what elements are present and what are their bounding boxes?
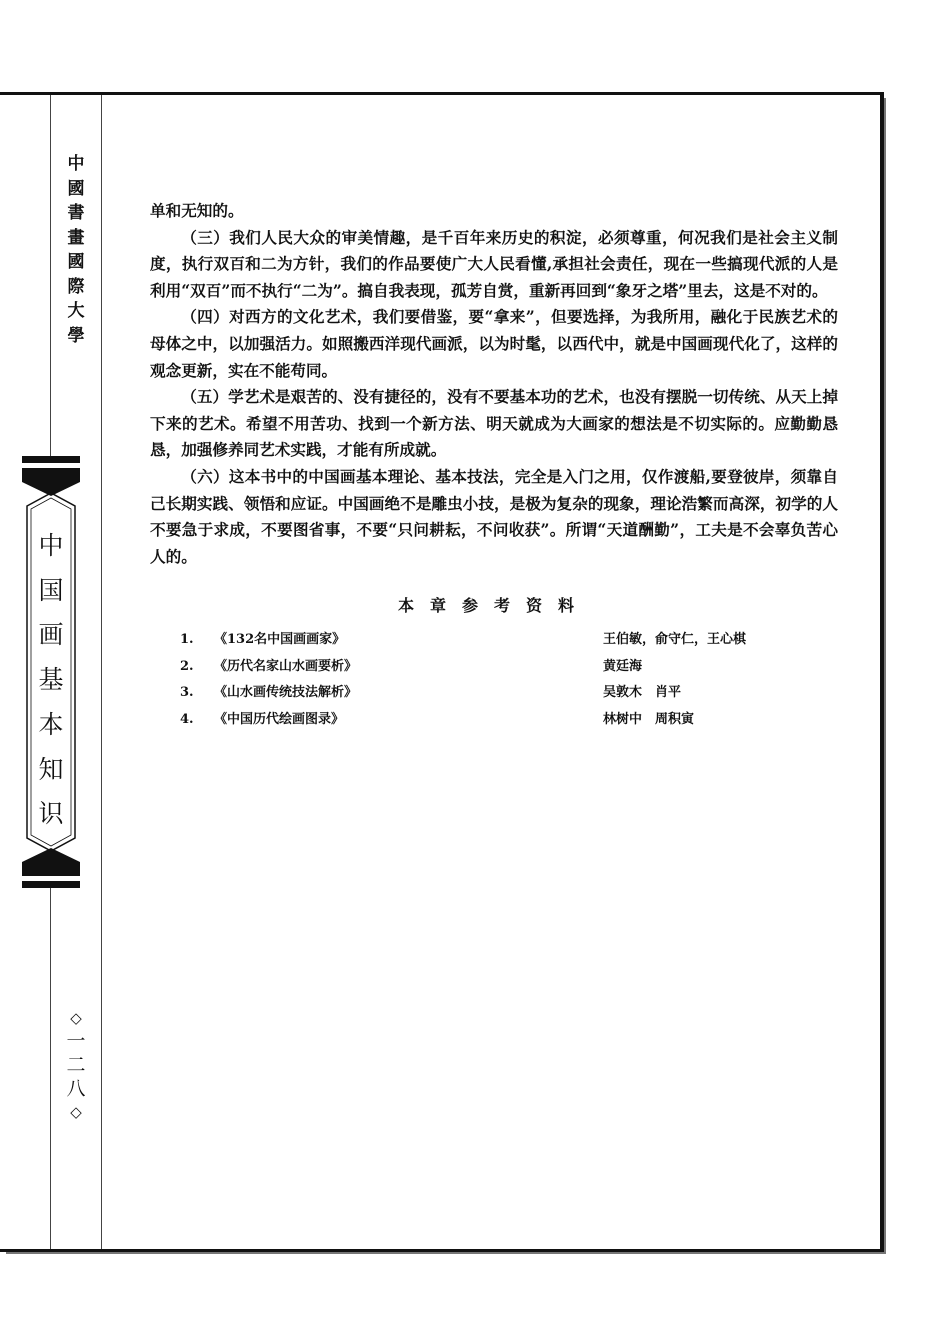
- page-number-char: 一: [66, 1030, 86, 1052]
- spine-char: 際: [67, 276, 85, 297]
- references-list: [180, 627, 820, 733]
- page-frame-top: [0, 92, 884, 95]
- page-number-char: 八: [66, 1078, 86, 1100]
- paragraph: （四）对西方的文化艺术，我们要借鉴，要“拿来”，但要选择，为我所用，融化于民族艺术的母体之中，以加强活力。如照搬西洋现代画派，以为时髦，以西代中，就是中国画现代化了，这样的观念更新，实在不能苟同。: [150, 307, 838, 380]
- reference-author: 吴敦木 肖平: [603, 685, 682, 700]
- reference-author: 黄廷海: [603, 658, 643, 674]
- title-char: 中: [38, 531, 64, 560]
- spine-char: 書: [67, 203, 85, 223]
- page-number-char: 二: [66, 1054, 86, 1076]
- body-text: [150, 198, 838, 570]
- spine-char: 學: [67, 325, 85, 346]
- title-char: 知: [38, 754, 64, 784]
- spine-char: 大: [67, 301, 85, 321]
- spine-char: 中: [67, 154, 85, 174]
- reference-author: 王伯敏，俞守仁，王心棋: [603, 632, 747, 647]
- page-number: [51, 1003, 101, 1127]
- reference-number: 4.: [180, 711, 194, 727]
- paragraph: （五）学艺术是艰苦的、没有捷径的，没有不要基本功的艺术，也没有摆脱一切传统、从天上掉下来的艺术。希望不用苦功、找到一个新方法、明天就成为大画家的想法是不切实际的。应勤勤恳恳，加强修养同艺术实践，才能有所成就。: [150, 387, 838, 460]
- diamond-icon: ◇: [70, 1103, 82, 1121]
- reference-title: 《历代名家山水画要析》: [214, 658, 358, 674]
- title-char: 本: [38, 709, 64, 739]
- spine-char: 國: [67, 178, 85, 199]
- reference-title: 《132名中国画画家》: [214, 632, 346, 647]
- title-char: 识: [38, 799, 64, 829]
- reference-item: [180, 707, 820, 734]
- spine-rule-right: [101, 95, 102, 1249]
- spine-university-name: [51, 150, 101, 350]
- title-char: 基: [38, 665, 64, 695]
- title-char: 国: [38, 575, 64, 605]
- reference-item: [180, 627, 820, 654]
- spine-book-title: [30, 524, 72, 837]
- references-heading: 本章参考资料: [397, 596, 590, 615]
- reference-title: 《中国历代绘画图录》: [214, 711, 345, 727]
- page-frame-shadow-right: [884, 98, 886, 1254]
- title-char: 画: [38, 620, 64, 650]
- reference-item: [180, 654, 820, 681]
- reference-title: 《山水画传统技法解析》: [214, 685, 358, 700]
- diamond-icon: ◇: [70, 1009, 82, 1027]
- paragraph: （六）这本书中的中国画基本理论、基本技法，完全是入门之用，仅作渡船,要登彼岸，须靠自己长期实践、领悟和应证。中国画绝不是雕虫小技，是极为复杂的现象，理论浩繁而高深，初学的人不要急于求成，不要图省事，不要“只问耕耘，不问收获”。所谓“天道酬勤”，工夫是不会辜负苦心人的。: [150, 466, 838, 566]
- reference-number: 2.: [180, 658, 194, 674]
- reference-item: [180, 680, 820, 707]
- page-frame-shadow-bottom: [6, 1252, 886, 1254]
- paragraph: （三）我们人民大众的审美情趣，是千百年来历史的积淀，必须尊重，何况我们是社会主义制度，执行双百和二为方针，我们的作品要使广大人民看懂,承担社会责任，现在一些搞现代派的人是利用“双百”而不执行“二为”。搞自我表现，孤芳自赏，重新再回到“象牙之塔”里去，这是不对的。: [150, 227, 838, 300]
- spine-char: 國: [67, 252, 85, 272]
- reference-author: 林树中 周积寅: [603, 711, 695, 727]
- reference-number: 3.: [180, 685, 194, 700]
- spine-title-tab: [22, 456, 80, 888]
- reference-number: 1.: [180, 632, 194, 647]
- spine-char: 畫: [67, 227, 85, 248]
- paragraph: 单和无知的。: [150, 201, 244, 220]
